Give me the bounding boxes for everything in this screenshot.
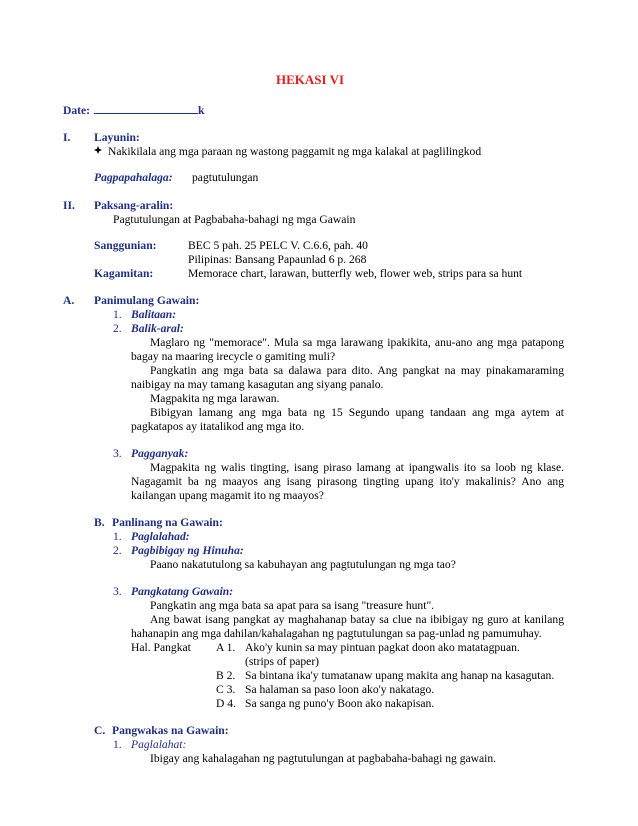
balik-aral-p4-line-1: Bibigyan lamang ang mga bata ng 15 Segundo upang tandaan ang mga aytem at [150,406,564,419]
sanggunian-label: Sanggunian: [94,239,157,252]
sanggunian-line-1: BEC 5 pah. 25 PELC V. C.6.6, pah. 40 [188,239,368,252]
layunin-bullet-text: Nakikilala ang mga paraan ng wastong paggamit ng mga kalakal at paglilingkod [108,145,482,158]
balik-aral-p2-line-2: naibigay na may tamang kasagutan ang siyang panalo. [131,378,384,391]
item-label-pangkatang: Pangkatang Gawain: [131,585,234,598]
diamond-bullet-icon [94,146,102,154]
section-num-panlinang: B. [94,516,105,529]
kagamitan-value: Memorace chart, larawan, butterfly web, flower web, strips para sa hunt [188,267,523,280]
section-heading-panlinang: Panlinang na Gawain: [112,516,223,529]
paglalahat-text: Ibigay ang kahalagahan ng pagtutulungan at pagbabaha-bahagi ng gawain. [150,752,497,765]
pagpapahalaga-value: pagtutulungan [192,171,259,184]
clue-code: D 4. [216,697,236,710]
clue-text: Ako'y kunin sa may pintuan pagkat doon ako matatagpuan. [245,641,520,654]
hinuha-question: Paano nakatutulong sa kabuhayan ang pagtutulungan ng mga tao? [150,558,456,571]
item-label-pagganyak: Pagganyak: [131,447,189,460]
clue-text: Sa halaman sa paso loon ako'y nakatago. [245,683,435,696]
clue-text: Sa sanga ng puno'y Boon ako nakapisan. [245,697,435,710]
section-num-panimulang: A. [63,294,75,307]
date-label: Date: [63,104,91,117]
date-blank [94,103,198,114]
pagganyak-line-2: Nagagamit ba ng maayos ang isang pirasong tingting upang ito'y makalinis? Ano ang [131,475,564,488]
pangkatang-g2-line-2: hahanapin ang mga dahilan/kahalagahan ng pagtutulungan sa pag-unlad ng pamumuhay. [131,627,542,640]
date-suffix: k [198,104,205,117]
balik-aral-p1-line-2: bagay na maaring irecycle o gamiting muli? [131,350,336,363]
sanggunian-line-2: Pilipinas: Bansang Papaunlad 6 p. 268 [188,253,367,266]
item-num-hinuha: 2. [113,544,122,557]
clue-code: A 1. [216,641,236,654]
pagganyak-line-3: kailangan upang magamit ito ng maayos? [131,489,324,502]
pagpapahalaga-label: Pagpapahalaga: [94,171,173,184]
kagamitan-label: Kagamitan: [94,267,154,280]
section-heading-layunin: Layunin: [94,131,140,144]
section-heading-pangwakas: Pangwakas na Gawain: [112,724,229,737]
clue-text: Sa bintana ika'y tumatanaw upang makita ang hanap na kasagutan. [245,669,555,682]
section-num-pangwakas: C. [94,724,106,737]
item-label-balitaan: Balitaan: [131,308,177,321]
layunin-bullet [94,145,481,159]
item-label-paglalahat: Paglalahat: [131,738,187,751]
section-heading-paksang-aralin: Paksang-aralin: [94,199,174,212]
balik-aral-p4-line-2: pagkatapos ay itatalikod ang mga ito. [131,420,305,433]
page-title: HEKASI VI [276,72,345,87]
hal-pangkat-label: Hal. Pangkat [131,641,191,654]
pangkatang-g2-line-1: Ang bawat isang pangkat ay maghahanap batay sa clue na ibibigay ng guro at kanilang [150,613,564,626]
item-num-paglalahat: 1. [113,738,122,751]
item-label-hinuha: Pagbibigay ng Hinuha: [131,544,244,557]
item-num-paglalahad: 1. [113,530,122,543]
item-num-pangkatang: 3. [113,585,122,598]
clue-code: C 3. [216,683,236,696]
balik-aral-p1-line-1: Maglaro ng "memorace". Mula sa mga larawang ipakikita, anu-ano ang mga patapong [150,336,564,349]
clue-code: B 2. [216,669,236,682]
item-num-balik-aral: 2. [113,322,122,335]
section-heading-panimulang: Panimulang Gawain: [94,294,200,307]
item-label-paglalahad: Paglalahad: [131,530,190,543]
paksang-aralin-text: Pagtutulungan at Pagbabaha-bahagi ng mga Gawain [113,213,356,226]
item-num-pagganyak: 3. [113,447,122,460]
item-num-balitaan: 1. [113,308,122,321]
item-label-balik-aral: Balik-aral: [131,322,184,335]
section-num-paksang-aralin: II. [63,199,75,212]
pangkatang-g1: Pangkatin ang mga bata sa apat para sa isang "treasure hunt". [150,599,435,612]
clue-text: (strips of paper) [245,655,320,668]
balik-aral-p3: Magpakita ng mga larawan. [150,392,280,405]
section-num-layunin: I. [63,131,71,144]
date-line [63,103,205,118]
balik-aral-p2-line-1: Pangkatin ang mga bata sa dalawa para dito. Ang pangkat na may pinakamaraming [150,364,564,377]
pagganyak-line-1: Magpakita ng walis tingting, isang piraso lamang at ipangwalis ito sa loob ng klase. [150,461,564,474]
